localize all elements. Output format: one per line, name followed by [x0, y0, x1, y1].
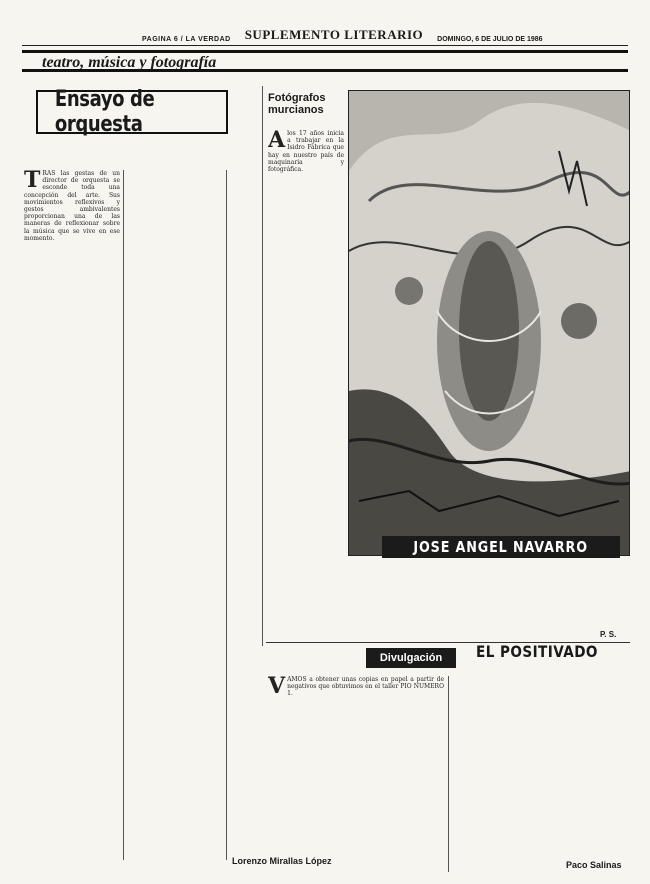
- section-title: teatro, música y fotografía: [42, 54, 217, 71]
- article-lead-paragraph: TRAS las gestas de un director de orquesta se esconde toda una concepción del arte. Sus movimientos reflexivos y gestos ambivalentes proporcionan una de las maneras de reflexionar sobre la música que se vive en ese momento.: [24, 170, 120, 242]
- divulgacion-column: [268, 676, 444, 872]
- page-header: [22, 28, 628, 46]
- photograph-artwork: [349, 91, 630, 556]
- photographers-signature: P. S.: [600, 630, 617, 639]
- photographers-continuation-3: [540, 566, 630, 626]
- article-title: Ensayo de orquesta: [54, 87, 155, 137]
- photographers-title: Fotógrafos murcianos: [268, 92, 326, 116]
- photographers-column: [268, 130, 344, 642]
- photographers-lead-paragraph: Alos 17 años inicia a trabajar en la Isidro Fábrica que hay en nuestro país de maquinaria y fotográfica.: [268, 130, 344, 174]
- issue-date: DOMINGO, 6 DE JULIO DE 1986: [437, 36, 543, 43]
- section-banner: [22, 50, 628, 72]
- divulgacion-label: Divulgación: [366, 648, 456, 668]
- drop-cap: A: [268, 130, 286, 153]
- positivado-author: Paco Salinas: [566, 860, 622, 870]
- drop-cap: V: [268, 676, 286, 699]
- column-rule: [123, 170, 124, 860]
- article-left-column-1: [24, 170, 120, 860]
- drop-cap: T: [24, 170, 41, 193]
- column-rule: [262, 86, 263, 646]
- column-rule: [448, 676, 449, 872]
- column-rule: [226, 170, 227, 860]
- positivado-title: EL POSITIVADO: [476, 642, 598, 661]
- divulgacion-lead-paragraph: VAMOS a obtener unas copias en papel a partir de negativos que obtuvimos en el taller PIO NUMERO 1.: [268, 676, 444, 699]
- article-left-column-2: [127, 170, 223, 860]
- photographers-continuation-2: [444, 566, 536, 638]
- photo-caption: [382, 536, 620, 558]
- page-label: PAGINA 6 / LA VERDAD: [142, 36, 231, 43]
- article-author: Lorenzo Mirallas López: [232, 856, 332, 866]
- photographer-name: JOSE ANGEL NAVARRO: [413, 538, 589, 556]
- positivado-column: [452, 676, 630, 852]
- photographers-continuation-1: [348, 566, 440, 638]
- photograph: [348, 90, 630, 556]
- supplement-title: SUPLEMENTO LITERARIO: [244, 27, 424, 42]
- article-title-box: [36, 87, 228, 137]
